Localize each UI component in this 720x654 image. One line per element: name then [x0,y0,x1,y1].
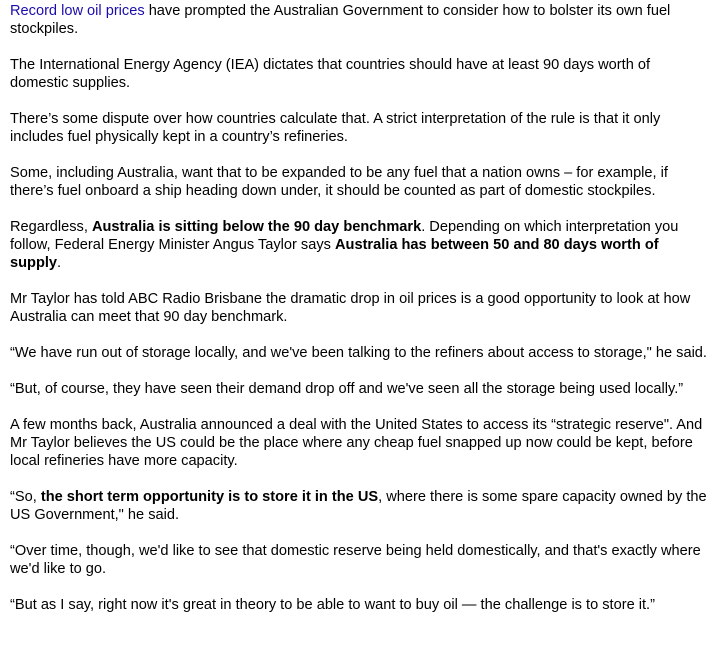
paragraph-8 [10,380,710,398]
paragraph-10 [10,488,710,524]
paragraph-12 [10,596,710,614]
record-low-oil-prices-link[interactable]: Record low oil prices [10,3,145,19]
paragraph-10-pre: “So, [10,489,41,505]
paragraph-5-pre: Regardless, [10,219,92,235]
paragraph-9 [10,416,710,470]
paragraph-4-text: Some, including Australia, want that to be expanded to be any fuel that a nation owns – for example, if there’s fuel onboard a ship heading down under, it should be counted as part of domestic stockpiles. [10,165,668,199]
paragraph-6 [10,290,710,326]
paragraph-11-text: “Over time, though, we'd like to see that domestic reserve being held domestically, and that's exactly where we'd like to go. [10,543,701,577]
paragraph-2 [10,56,710,92]
paragraph-1-text: have prompted the Australian Government to consider how to bolster its own fuel stockpiles. [10,3,671,37]
paragraph-9-text: A few months back, Australia announced a deal with the United States to access its “strategic reserve". And Mr Taylor believes the US could be the place where any cheap fuel snapped up now could be kept, before local refineries have more capacity. [10,417,703,469]
paragraph-10-post: , where there is some spare capacity owned by the US Government," he said. [10,489,707,523]
us-storage-highlight: the short term opportunity is to store it in the US [40,489,379,505]
paragraph-7-text: “We have run out of storage locally, and we've been talking to the refiners about access to storage," he said. [10,345,707,361]
paragraph-3-text: There’s some dispute over how countries calculate that. A strict interpretation of the rule is that it only includes fuel physically kept in a country’s refineries. [10,111,661,145]
supply-highlight: Australia has between 50 and 80 days worth of supply [10,237,659,271]
paragraph-6-text: Mr Taylor has told ABC Radio Brisbane the dramatic drop in oil prices is a good opportunity to look at how Australia can meet that 90 day benchmark. [10,291,691,325]
paragraph-1 [10,2,710,38]
paragraph-2-text: The International Energy Agency (IEA) dictates that countries should have at least 90 days worth of domestic supplies. [10,57,651,91]
paragraph-5 [10,218,710,272]
benchmark-highlight: Australia is sitting below the 90 day benchmark [91,219,422,235]
paragraph-12-text: “But as I say, right now it's great in theory to be able to want to buy oil — the challenge is to store it.” [10,597,655,613]
paragraph-5-mid: . Depending on which interpretation you follow, Federal Energy Minister Angus Taylor says [10,219,679,253]
paragraph-4 [10,164,710,200]
paragraph-11 [10,542,710,578]
paragraph-7 [10,344,710,362]
paragraph-5-post: . [57,255,62,271]
paragraph-3 [10,110,710,146]
paragraph-8-text: “But, of course, they have seen their demand drop off and we've seen all the storage being used locally.” [10,381,684,397]
